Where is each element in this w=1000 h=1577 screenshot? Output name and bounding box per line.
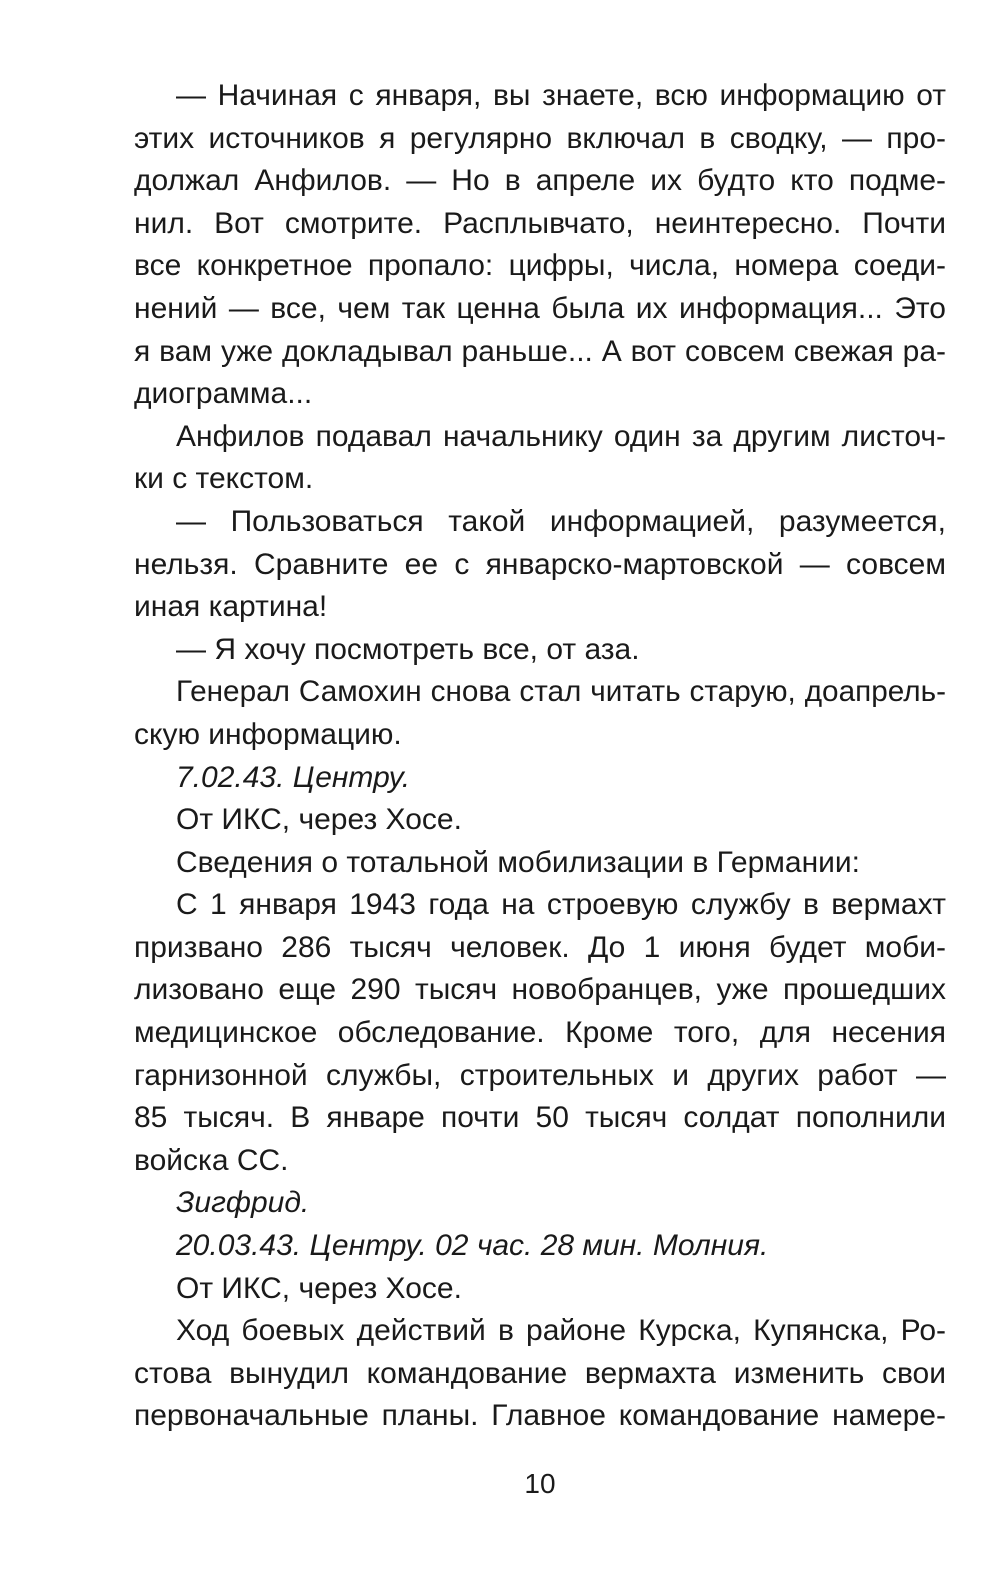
text-line: должал Анфилов. — Но в апреле их будто кто подме- <box>134 164 946 198</box>
text-line: Зигфрид. <box>176 1186 310 1220</box>
text-line: ки с текстом. <box>134 462 314 496</box>
text-line: От ИКС, через Хосе. <box>176 1271 462 1305</box>
text-line: Сведения о тотальной мобилизации в Германии: <box>176 845 860 879</box>
text-line: медицинское обследование. Кроме того, для несения <box>134 1016 946 1050</box>
text-line: нений — все, чем так ценна была их информация... Это <box>134 291 946 325</box>
text-line: 7.02.43. Центру. <box>176 760 411 794</box>
text-line: гарнизонной службы, строительных и других работ — <box>134 1058 946 1092</box>
text-line: я вам уже докладывал раньше... А вот совсем свежая ра- <box>134 334 946 368</box>
text-line: — Начиная с января, вы знаете, всю информацию от <box>176 79 946 112</box>
text-line: войска СС. <box>134 1143 289 1177</box>
text-line: этих источников я регулярно включал в сводку, — про- <box>134 121 946 155</box>
text-line: лизовано еще 290 тысяч новобранцев, уже прошедших <box>134 973 946 1007</box>
page-number: 10 <box>524 1468 556 1499</box>
text-line: призвано 286 тысяч человек. До 1 июня будет моби- <box>134 930 946 964</box>
text-line: диограмма... <box>134 377 313 411</box>
text-line: С 1 января 1943 года на строевую службу в вермахт <box>176 888 946 922</box>
text-line: скую информацию. <box>134 717 402 751</box>
text-line: 85 тысяч. В январе почти 50 тысяч солдат пополнили <box>134 1101 946 1135</box>
text-line: стова вынудил командование вермахта изменить свои <box>134 1356 946 1390</box>
text-line: — Пользоваться такой информацией, разумеется, <box>176 504 946 538</box>
text-line: все конкретное пропало: цифры, числа, номера соеди- <box>134 249 946 283</box>
text-line: Ход боевых действий в районе Курска, Купянска, Ро- <box>176 1314 946 1348</box>
text-line: нельзя. Сравните ее с январско-мартовской — совсем <box>134 547 946 581</box>
text-line: 20.03.43. Центру. 02 час. 28 мин. Молния. <box>176 1229 769 1263</box>
text-line: Анфилов подавал начальнику один за другим листоч- <box>176 419 946 453</box>
text-line: Генерал Самохин снова стал читать старую, доапрель- <box>176 675 946 709</box>
text-line: — Я хочу посмотреть все, от аза. <box>176 632 640 666</box>
text-line: От ИКС, через Хосе. <box>176 803 462 837</box>
text-line: первоначальные планы. Главное командование намере- <box>134 1399 946 1433</box>
book-page-text <box>134 75 946 1438</box>
text-line: нил. Вот смотрите. Расплывчато, неинтересно. Почти <box>134 206 946 240</box>
text-line: иная картина! <box>134 590 328 624</box>
